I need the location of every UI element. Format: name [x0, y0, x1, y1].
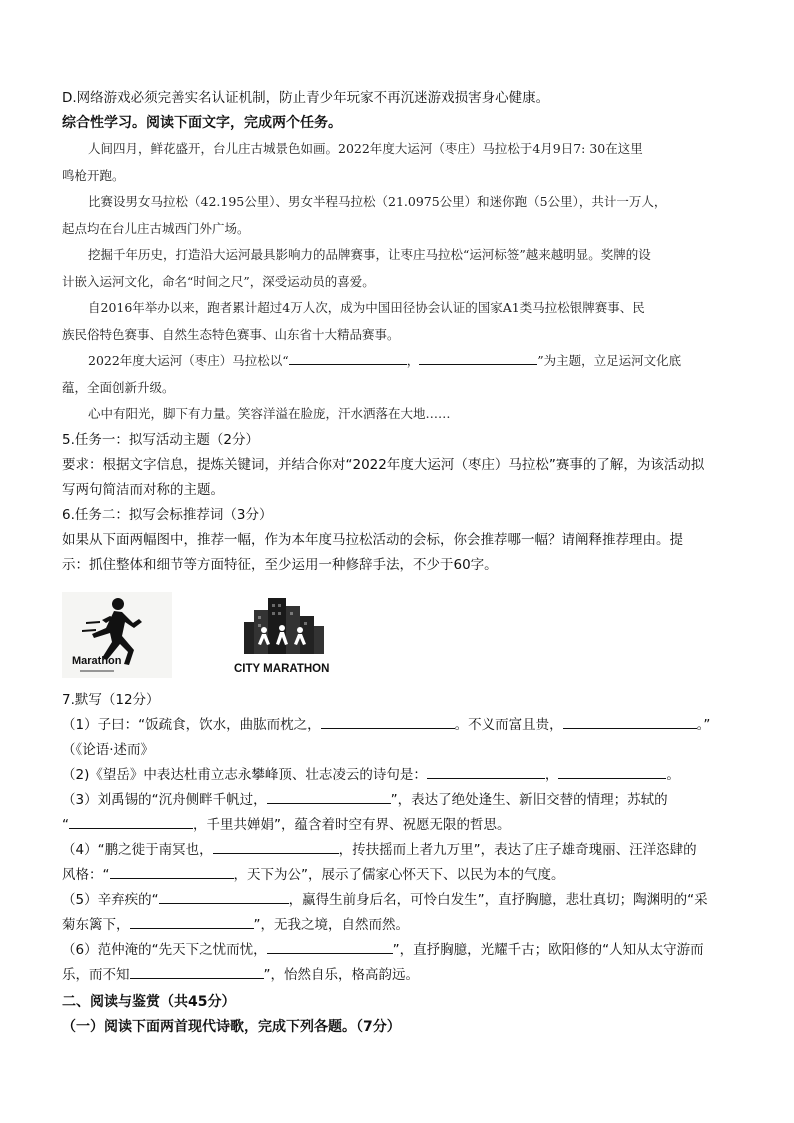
q7-3-blank-1[interactable]	[267, 788, 391, 804]
passage-p5a-end: ”为主题，立足运河文化底	[537, 353, 682, 368]
marathon-logo-text: Marathon	[72, 654, 122, 667]
option-d: D.网络游戏必须完善实名认证机制，防止青少年玩家不再沉迷游戏损害身心健康。	[62, 90, 550, 106]
theme-blank-2[interactable]	[419, 349, 537, 365]
q7-2-text-c: 。	[666, 766, 680, 783]
q7-4-blank-2[interactable]	[110, 863, 234, 879]
exam-page	[62, 86, 734, 1040]
q7-item-2	[62, 763, 734, 788]
q7-6-blank-2[interactable]	[130, 963, 264, 979]
q7-4-text-a: （4）“鹏之徙于南冥也，	[62, 841, 213, 858]
task5-title: 5.任务一：拟写活动主题（2分）	[62, 431, 259, 448]
passage-p3b: 计嵌入运河文化，命名“时间之尺”，深受运动员的喜爱。	[62, 273, 375, 289]
q7-4-text-d: ，天下为公”，展示了儒家心怀天下、以民为本的气度。	[233, 866, 565, 883]
q7-6-blank-1[interactable]	[267, 938, 393, 954]
city-marathon-logo-text: CITY MARATHON	[234, 662, 330, 675]
task6-requirement-2: 示：抓住整体和细节等方面特征，至少运用一种修辞手法，不少于60字。	[62, 556, 498, 573]
passage-p4b: 族民俗特色赛事、自然生态特色赛事、山东省十大精品赛事。	[62, 326, 400, 342]
task6-title: 6.任务二：拟写会标推荐词（3分）	[62, 506, 273, 523]
section-2-heading: 二、阅读与鉴赏（共45分）	[62, 993, 236, 1010]
q7-item-6-cont	[62, 963, 734, 988]
q7-6-text-d: ”，怡然自乐，格高韵远。	[263, 966, 419, 983]
q7-item-3	[62, 788, 734, 813]
q7-6-text-b: ”，直抒胸臆，光耀千古；欧阳修的“人知从太守游而	[392, 941, 704, 958]
passage-p2b: 起点均在台儿庄古城西门外广场。	[62, 220, 250, 236]
passage-p5a	[62, 348, 734, 375]
q7-3-text-b: ”，表达了绝处逢生、新旧交替的情理；苏轼的	[390, 791, 668, 808]
q7-6-text-c: 乐，而不知	[62, 966, 130, 983]
q7-4-text-b: ，抟扶摇而上者九万里”，表达了庄子雄奇瑰丽、汪洋恣肆的	[338, 841, 697, 858]
q7-1-blank-2[interactable]	[563, 713, 697, 729]
task5-requirement-1: 要求：根据文字信息，提炼关键词，并结合你对“2022年度大运河（枣庄）马拉松”赛事的了解，为该活动拟	[62, 456, 705, 473]
passage-p5a-sep: ，	[406, 353, 420, 368]
q7-item-5	[62, 888, 734, 913]
passage-p1b: 鸣枪开跑。	[62, 167, 125, 183]
q7-5-text-c: 菊东篱下，	[62, 916, 130, 933]
comprehensive-study-title: 综合性学习。阅读下面文字，完成两个任务。	[62, 115, 342, 131]
q7-item-3-cont	[62, 813, 734, 838]
q7-title: 7.默写（12分）	[62, 691, 160, 708]
q7-1-text-a: （1）子曰：“饭疏食，饮水，曲肱而枕之，	[62, 716, 321, 733]
logo-options	[62, 588, 734, 684]
q7-4-text-c: 风格：“	[62, 866, 110, 883]
q7-item-4-cont	[62, 863, 734, 888]
q7-item-1	[62, 713, 734, 738]
q7-1-text-c: 。”	[696, 716, 711, 733]
q7-2-blank-1[interactable]	[427, 763, 545, 779]
q7-2-blank-2[interactable]	[558, 763, 666, 779]
passage	[62, 136, 734, 428]
q7-5-text-b: ，赢得生前身后名，可怜白发生”，直抒胸臆，悲壮真切；陶渊明的“采	[288, 891, 708, 908]
passage-p4a: 自2016年举办以来，跑者累计超过4万人次，成为中国田径协会认证的国家A1类马拉松银牌赛事、民	[88, 300, 645, 315]
q7-5-blank-1[interactable]	[159, 888, 289, 904]
q7-item-6	[62, 938, 734, 963]
q7-2-text-a: （2)《望岳》中表达杜甫立志永攀峰顶、壮志凌云的诗句是：	[62, 766, 427, 783]
passage-p2a: 比赛设男女马拉松（42.195公里）、男女半程马拉松（21.0975公里）和迷你跑（5公里），共计一万人，	[88, 194, 667, 209]
city-marathon-logo	[232, 592, 342, 678]
q7-3-text-a: （3）刘禹锡的“沉舟侧畔千帆过，	[62, 791, 267, 808]
q7-3-text-c: “	[62, 816, 69, 833]
passage-p5a-start: 2022年度大运河（枣庄）马拉松以“	[88, 353, 289, 368]
passage-p6: 心中有阳光，脚下有力量。笑容洋溢在脸庞，汗水洒落在大地……	[88, 406, 451, 421]
passage-p3a: 挖掘千年历史，打造沿大运河最具影响力的品牌赛事，让枣庄马拉松“运河标签”越来越明显。奖牌的设	[88, 247, 651, 262]
marathon-runner-logo	[62, 592, 172, 678]
section-2-1-heading: （一）阅读下面两首现代诗歌，完成下列各题。（7分）	[62, 1018, 401, 1035]
q7-1-source: （《论语·述而》	[62, 741, 155, 758]
passage-p5b: 蕴，全面创新升级。	[62, 379, 175, 395]
q7-3-blank-2[interactable]	[69, 813, 193, 829]
q7-item-4	[62, 838, 734, 863]
theme-blank-1[interactable]	[289, 349, 407, 365]
q7-5-blank-2[interactable]	[130, 913, 254, 929]
passage-p1a: 人间四月，鲜花盛开，台儿庄古城景色如画。2022年度大运河（枣庄）马拉松于4月9日7: 30在这里	[88, 141, 643, 156]
q7-5-text-a: （5）辛弃疾的“	[62, 891, 159, 908]
q7-3-text-d: ，千里共婵娟”，蕴含着时空有界、祝愿无限的哲思。	[193, 816, 511, 833]
q7-1-text-b: 。不义而富且贵，	[454, 716, 563, 733]
task6-requirement-1: 如果从下面两幅图中，推荐一幅，作为本年度马拉松活动的会标，你会推荐哪一幅？请阐释推荐理由。提	[62, 531, 683, 548]
q7-1-blank-1[interactable]	[321, 713, 455, 729]
q7-5-text-d: ”，无我之境，自然而然。	[253, 916, 409, 933]
q7-6-text-a: （6）范仲淹的“先天下之忧而忧，	[62, 941, 267, 958]
q7-2-text-b: ，	[544, 766, 559, 783]
task5-requirement-2: 写两句简洁而对称的主题。	[62, 481, 224, 498]
q7-item-5-cont	[62, 913, 734, 938]
q7-4-blank-1[interactable]	[213, 838, 339, 854]
